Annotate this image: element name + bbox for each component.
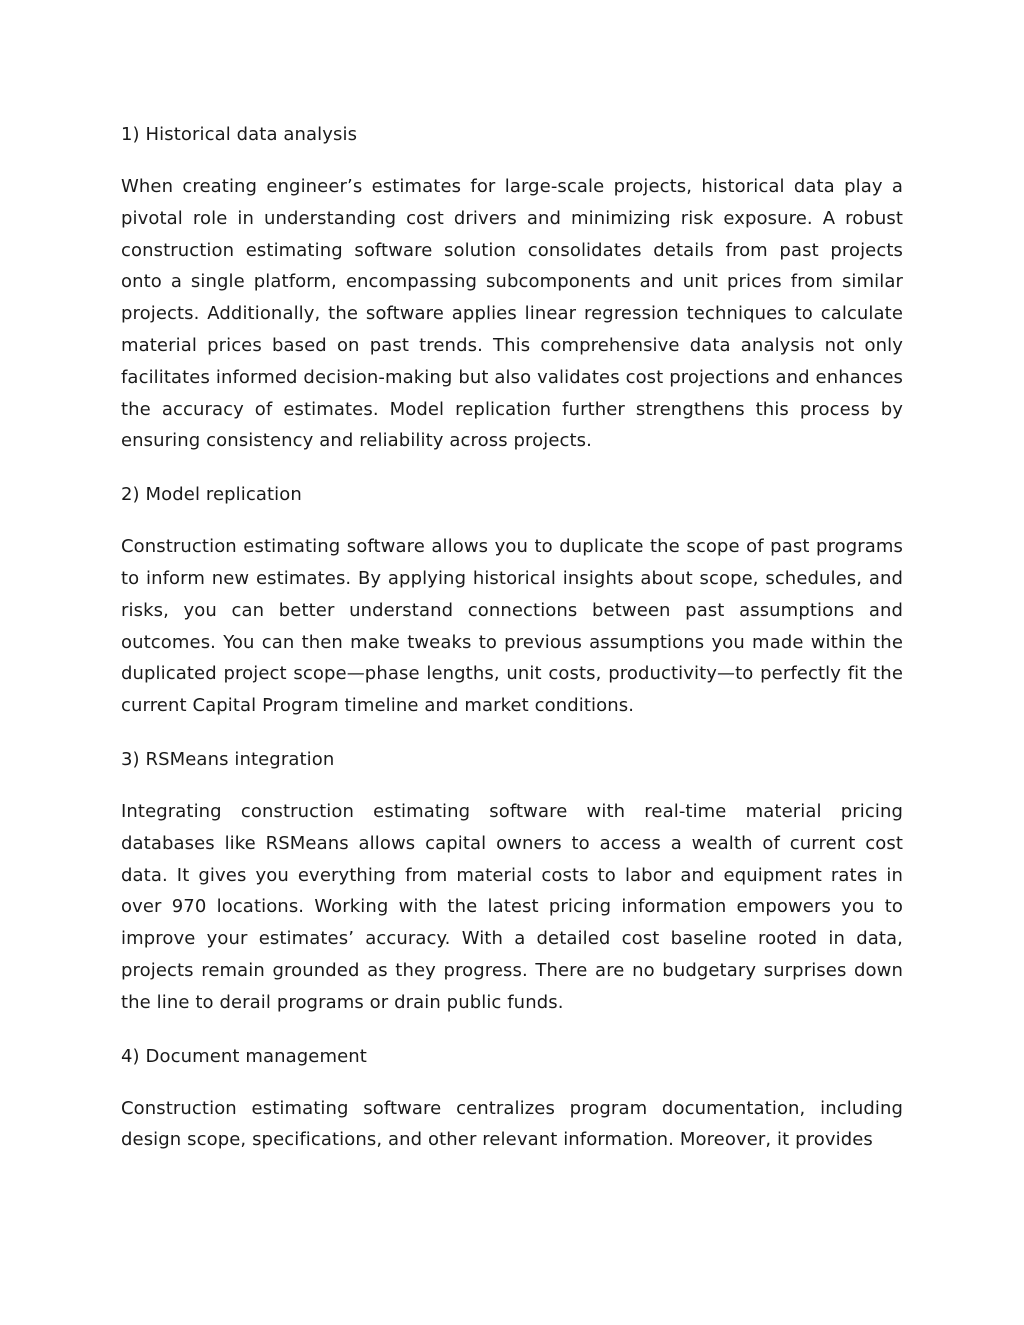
section-heading-rsmeans-integration: 3) RSMeans integration	[121, 748, 335, 770]
section-heading-historical-data-analysis: 1) Historical data analysis	[121, 124, 358, 145]
section-body-document-management: Construction estimating software centralizes program documentation, including design scope, specifications, and other relevant information. Moreover, it provides	[121, 1097, 903, 1151]
section-heading-document-management: 4) Document management	[121, 1045, 367, 1067]
section-body-rsmeans-integration: Integrating construction estimating software with real-time material pricing databases like RSMeans allows capital owners to access a wealth of current cost data. It gives you everything from material costs to labor and equipment rates in over 970 locations. Working with the latest pricing information empowers you to improve your estimates’ accuracy. With a detailed cost baseline rooted in data, projects remain grounded as they progress. There are no budgetary surprises down the line to derail programs or drain public funds.	[121, 800, 903, 1013]
section-body-historical-data-analysis: When creating engineer’s estimates for large-scale projects, historical data play a pivotal role in understanding cost drivers and minimizing risk exposure. A robust construction estimating software solution consolidates details from past projects onto a single platform, encompassing subcomponents and unit prices from similar projects. Additionally, the software applies linear regression techniques to calculate material prices based on past trends. This comprehensive data analysis not only facilitates informed decision-making but also validates cost projections and enhances the accuracy of estimates. Model replication further strengthens this process by ensuring consistency and reliability across projects.	[121, 176, 903, 452]
document-page	[121, 121, 903, 1156]
section-heading-model-replication: 2) Model replication	[121, 484, 302, 506]
section-body-model-replication: Construction estimating software allows you to duplicate the scope of past programs to inform new estimates. By applying historical insights about scope, schedules, and risks, you can better understand connections between past assumptions and outcomes. You can then make tweaks to previous assumptions you made within the duplicated project scope—phase lengths, unit costs, productivity—to perfectly fit the current Capital Program timeline and market conditions.	[121, 536, 903, 717]
